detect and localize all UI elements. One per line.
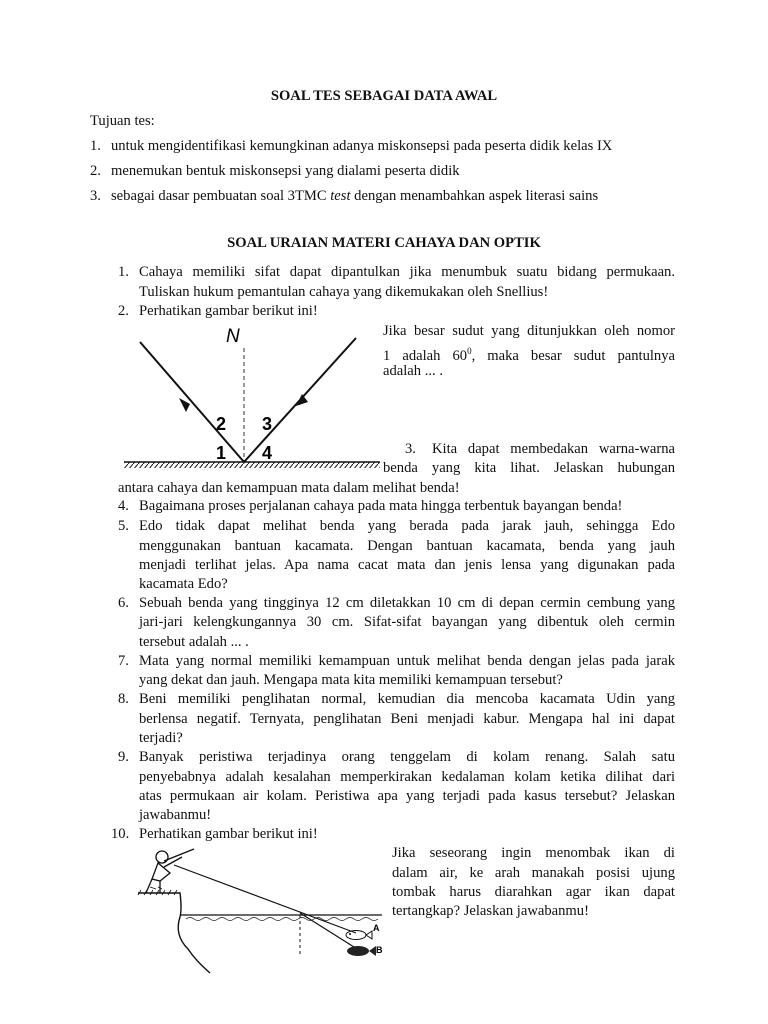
reflection-figure xyxy=(118,320,388,470)
incident-arrow-head xyxy=(179,398,190,412)
q6-num: 6. xyxy=(118,595,129,611)
q6-line-3: tersebut adalah ... . xyxy=(139,634,249,650)
q9-num: 9. xyxy=(118,749,129,765)
q4-num: 4. xyxy=(118,498,129,514)
q9-line-2: penyebabnya adalah kesalahan memperkirakan kedalaman kolam ketika dilihat dari xyxy=(139,769,675,785)
fish-a-label: A xyxy=(373,923,380,933)
q2-num: 2. xyxy=(118,303,129,319)
reflected-arrow-head xyxy=(296,394,308,406)
spearfishing-figure xyxy=(130,843,390,978)
tujuan-item-3-num: 3. xyxy=(90,188,101,204)
q10-right-4: tertangkap? Jelaskan jawabanmu! xyxy=(392,903,589,919)
fish-b-label: B xyxy=(376,945,383,955)
tujuan-label: Tujuan tes: xyxy=(90,113,155,129)
q6-line-1: Sebuah benda yang tingginya 12 cm diletakkan 10 cm di depan cermin cembung yang xyxy=(139,595,675,611)
tujuan-item-1-text: untuk mengidentifikasi kemungkinan adanya miskonsepsi pada peserta didik kelas IX xyxy=(111,138,613,154)
q1-line-1: Cahaya memiliki sifat dapat dipantulkan jika menumbuk suatu bidang permukaan. xyxy=(139,264,675,280)
page-title: SOAL TES SEBAGAI DATA AWAL xyxy=(270,88,498,104)
q8-line-1: Beni memiliki penglihatan normal, kemudian dia mencoba kacamata Udin yang xyxy=(139,691,675,707)
refracted-line xyxy=(300,913,354,947)
angle-label-4: 4 xyxy=(262,443,273,463)
fish-b xyxy=(347,946,376,956)
fish-a xyxy=(346,931,372,940)
tujuan-item-2-text: menemukan bentuk miskonsepsi yang dialami peserta didik xyxy=(111,163,460,179)
q3-num: 3. xyxy=(405,441,416,457)
angle-label-1: 1 xyxy=(216,443,227,463)
q5-line-4: kacamata Edo? xyxy=(139,576,228,592)
q9-line-1: Banyak peristiwa terjadinya orang tenggelam di kolam renang. Salah satu xyxy=(139,749,675,765)
tujuan-item-3-italic: test xyxy=(330,188,351,204)
mirror-surface xyxy=(124,462,380,468)
q2-right-1: Jika besar sudut yang ditunjukkan oleh nomor xyxy=(383,323,675,339)
q9-line-3: atas permukaan air kolam. Peristiwa apa yang terjadi pada kasus tersebut? Jelaskan xyxy=(139,788,675,804)
sight-line xyxy=(174,865,356,933)
q7-line-2: yang dekat dan jauh. Mengapa mata kita memiliki kemampuan tersebut? xyxy=(139,672,563,688)
q1-line-2: Tuliskan hukum pemantulan cahaya yang dikemukakan oleh Snellius! xyxy=(139,284,549,300)
q5-num: 5. xyxy=(118,518,129,534)
q6-line-2: jari-jari kelengkungannya 30 cm. Sifat-sifat bayangan yang dibentuk oleh cermin xyxy=(139,614,675,630)
q3-line-3: antara cahaya dan kemampuan mata dalam melihat benda! xyxy=(118,480,460,496)
q5-line-2: menggunakan bantuan kacamata. Dengan bantuan kacamata, benda yang jauh xyxy=(139,538,675,554)
q7-line-1: Mata yang normal memiliki kemampuan untuk melihat benda dengan jelas pada jarak xyxy=(139,653,675,669)
water-ripples xyxy=(186,918,378,921)
q5-line-3: menjadi terlihat jelas. Apa nama cacat mata dan jenis lensa yang digunakan pada xyxy=(139,557,675,573)
q4-line-1: Bagaimana proses perjalanan cahaya pada mata hingga terbentuk bayangan benda! xyxy=(139,498,623,514)
q10-num: 10. xyxy=(111,826,130,842)
q2-right-3: adalah ... . xyxy=(383,363,443,379)
tujuan-item-3-text xyxy=(111,187,598,205)
tujuan-item-2-num: 2. xyxy=(90,163,101,179)
q2-degree-sup: 0 xyxy=(467,346,472,356)
q8-line-2: berlensa negatif. Ternyata, penglihatan Beni menjadi kabur. Mengapa hal ini dapat xyxy=(139,711,675,727)
q2-right-2-pre: 1 adalah 60 xyxy=(383,347,468,364)
q9-line-4: jawabanmu! xyxy=(139,807,212,823)
q5-line-1: Edo tidak dapat melihat benda yang berada pada jarak jauh, sehingga Edo xyxy=(139,518,675,534)
angle-label-3: 3 xyxy=(262,414,273,434)
q3-right-1: Kita dapat membedakan warna-warna xyxy=(432,441,675,457)
tujuan-item-3-pre: sebagai dasar pembuatan soal 3TMC xyxy=(111,188,331,204)
q10-right-2: dalam air, ke arah manakah posisi ujung xyxy=(392,865,675,881)
q1-num: 1. xyxy=(118,264,129,280)
q2-right-2-post: , maka besar sudut pantulnya xyxy=(471,347,675,364)
tujuan-item-1-num: 1. xyxy=(90,138,101,154)
bank-outline xyxy=(138,893,210,973)
tujuan-item-3-post: dengan menambahkan aspek literasi sains xyxy=(350,188,599,204)
q7-num: 7. xyxy=(118,653,129,669)
q8-line-3: terjadi? xyxy=(139,730,183,746)
person-figure xyxy=(146,851,182,893)
q10-line-1: Perhatikan gambar berikut ini! xyxy=(139,826,318,842)
q8-num: 8. xyxy=(118,691,129,707)
angle-label-2: 2 xyxy=(216,414,227,434)
normal-label: N xyxy=(226,326,240,347)
q10-right-3: tombak harus diarahkan agar ikan dapat xyxy=(392,884,675,900)
section-title: SOAL URAIAN MATERI CAHAYA DAN OPTIK xyxy=(227,235,541,251)
q10-right-1: Jika seseorang ingin menombak ikan di xyxy=(392,845,675,861)
q3-right-2: benda yang kita lihat. Jelaskan hubungan xyxy=(383,460,675,476)
incident-ray xyxy=(140,342,244,462)
q2-line-1: Perhatikan gambar berikut ini! xyxy=(139,303,318,319)
